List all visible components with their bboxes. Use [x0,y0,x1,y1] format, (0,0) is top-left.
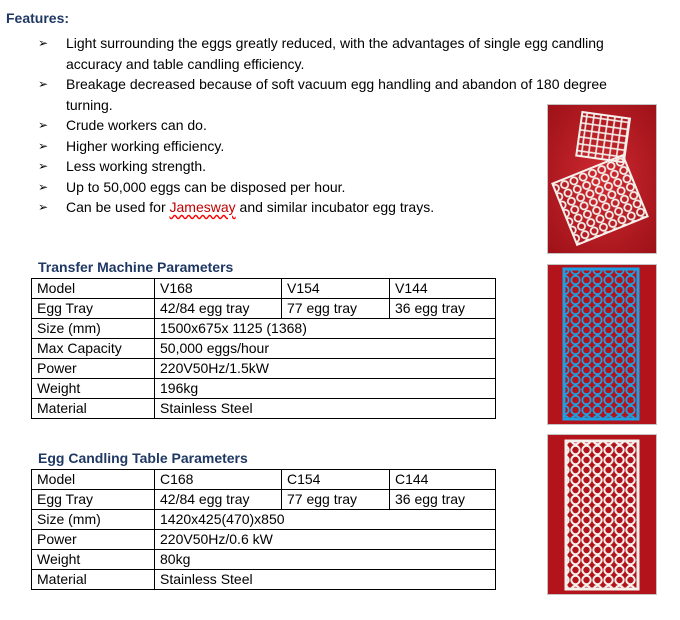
feature-item: ➢ Breakage decreased because of soft vacuum egg handling and abandon of 180 degree turning. [38,76,607,113]
white-egg-tray-image [548,435,656,594]
table-row: Power 220V50Hz/1.5kW [32,359,496,379]
arrow-bullet-icon: ➢ [38,179,49,194]
table-row: Model C168 C154 C144 [32,470,496,490]
table-row: Material Stainless Steel [32,399,496,419]
feature-item: ➢ Higher working efficiency. [36,136,636,157]
table-row: Material Stainless Steel [32,570,496,590]
table-row: Weight 80kg [32,550,496,570]
table-row: Size (mm) 1420x425(470)x850 [32,510,496,530]
blue-egg-tray-image [548,265,656,424]
feature-item: ➢ Less working strength. [36,156,636,177]
transfer-table-title: Transfer Machine Parameters [38,259,234,275]
arrow-bullet-icon: ➢ [38,138,49,153]
arrow-bullet-icon: ➢ [38,77,49,91]
table-row: Power 220V50Hz/0.6 kW [32,530,496,550]
arrow-bullet-icon: ➢ [38,159,49,173]
table-row: Egg Tray 42/84 egg tray 77 egg tray 36 egg tray [32,490,496,510]
egg-tray-stack-photo [547,104,657,254]
arrow-bullet-icon: ➢ [38,118,49,132]
features-title: Features: [6,10,70,26]
table-row: Size (mm) 1500x675x 1125 (1368) [32,319,496,339]
feature-item: ➢ Crude workers can do. [36,115,636,136]
feature-item: ➢ Light surrounding the eggs greatly reduced, with the advantages of single egg candling accuracy and table candling efficiency. [38,35,604,72]
candling-table-title: Egg Candling Table Parameters [38,450,248,466]
table-row: Max Capacity 50,000 eggs/hour [32,339,496,359]
blue-egg-tray-photo [547,264,657,425]
transfer-parameters-table [31,278,496,419]
candling-parameters-table [31,469,496,590]
table-row: Model V168 V154 V144 [32,279,496,299]
white-egg-tray-photo [547,434,657,595]
arrow-bullet-icon: ➢ [38,200,49,214]
jamesway-link: Jamesway [169,199,236,215]
features-list [36,33,636,218]
table-row: Weight 196kg [32,379,496,399]
feature-item: ➢ Can be used for Jamesway and similar incubator egg trays. [36,197,636,218]
table-row: Egg Tray 42/84 egg tray 77 egg tray 36 egg tray [32,299,496,319]
arrow-bullet-icon: ➢ [38,36,49,50]
feature-item: ➢ Up to 50,000 eggs can be disposed per hour. [36,177,636,198]
egg-tray-stack-image [548,105,656,253]
